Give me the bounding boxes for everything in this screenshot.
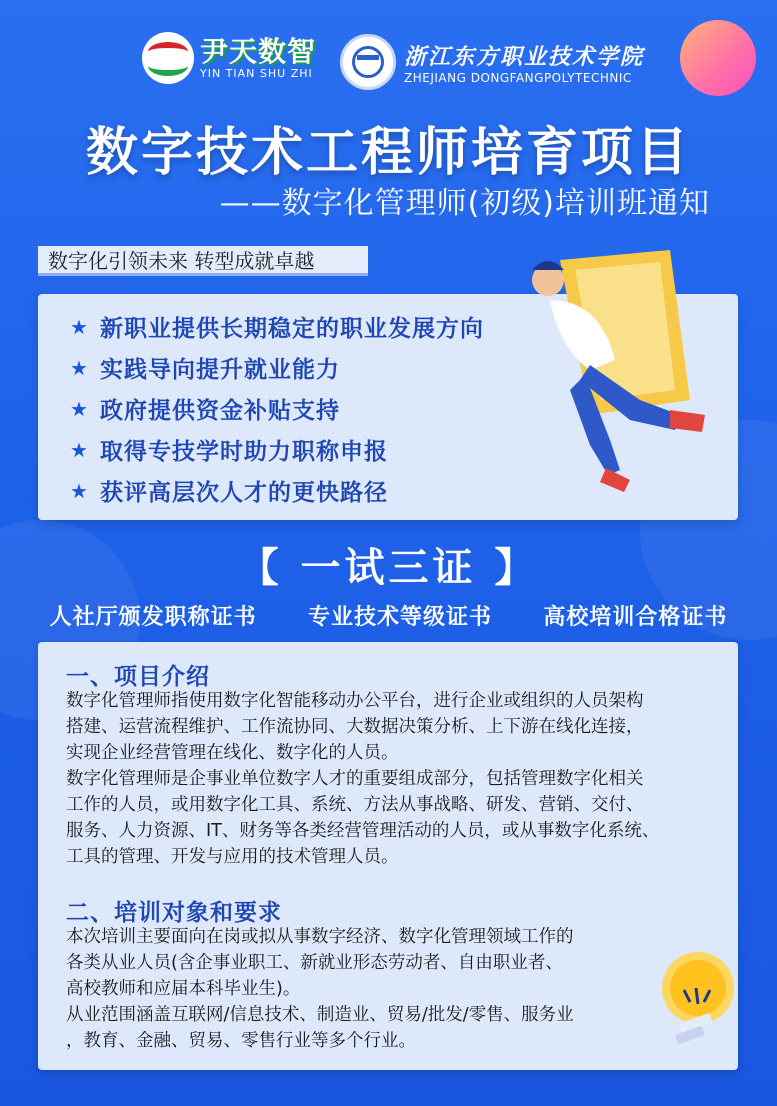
decorative-sun-circle <box>680 20 756 96</box>
text-line: 各类从业人员(含企事业职工、新就业形态劳动者、自由职业者、 <box>66 953 563 973</box>
section-intro-text <box>66 688 716 870</box>
lightbulb-icon <box>640 946 750 1056</box>
yintian-logo <box>142 32 316 84</box>
page-subtitle: ——数字化管理师(初级)培训班通知 <box>219 186 710 221</box>
text-line: 高校教师和应届本科毕业生)。 <box>66 979 301 999</box>
text-line: 实现企业经营管理在线化、数字化的人员。 <box>66 743 399 763</box>
text-line: 工作的人员，或用数字化工具、系统、方法从事战略、研发、营销、交付、 <box>66 795 644 815</box>
benefit-label: 新职业提供长期稳定的职业发展方向 <box>100 316 484 342</box>
text-line: 服务、人力资源、IT、财务等各类经营管理活动的人员，或从事数字化系统、 <box>66 821 660 841</box>
cert-label: 专业技术等级证书 <box>307 605 492 630</box>
benefit-label: 政府提供资金补贴支持 <box>100 398 340 424</box>
star-icon: ★ <box>70 355 88 380</box>
college-name-en: ZHEJIANG DONGFANGPOLYTECHNIC <box>404 70 632 85</box>
cert-training: 高校培训合格证书 <box>543 605 728 630</box>
person-with-book-illustration <box>520 240 720 500</box>
star-icon: ★ <box>70 314 88 339</box>
benefit-label: 实践导向提升就业能力 <box>100 357 340 383</box>
benefit-item <box>70 474 388 507</box>
benefit-item <box>70 310 484 343</box>
college-name-cn: 浙江东方职业技术学院 <box>404 43 645 70</box>
benefit-item <box>70 433 388 466</box>
cert-title: 人社厅颁发职称证书 <box>49 605 257 630</box>
benefit-item <box>70 392 340 425</box>
text-line: 搭建、运营流程维护、工作流协同、大数据决策分析、上下游在线化连接， <box>66 717 644 737</box>
text-line: 本次培训主要面向在岗或拟从事数字经济、数字化管理领域工作的 <box>66 927 574 947</box>
section-audience-text <box>66 924 666 1054</box>
page-title: 数字技术工程师培育项目 <box>85 123 691 183</box>
star-icon: ★ <box>70 478 88 503</box>
one-test-three-certs-heading: 【 一试三证 】 <box>238 545 539 591</box>
text-line: 数字化管理师是企事业单位数字人才的重要组成部分，包括管理数字化相关 <box>66 769 644 789</box>
details-card <box>38 642 738 1070</box>
text-line: 数字化管理师指使用数字化智能移动办公平台，进行企业或组织的人员架构 <box>66 691 644 711</box>
section-title-audience: 二、培训对象和要求 <box>66 900 282 926</box>
slogan-banner: 数字化引领未来 转型成就卓越 <box>38 246 368 276</box>
yintian-logo-en: YIN TIAN SHU ZHI <box>200 66 313 80</box>
section-title-intro: 一、项目介绍 <box>66 664 210 690</box>
yintian-logo-cn: 尹天数智 <box>200 34 317 68</box>
college-logo <box>340 34 644 90</box>
star-icon: ★ <box>70 396 88 421</box>
star-icon: ★ <box>70 437 88 462</box>
benefit-item <box>70 351 340 384</box>
text-line: 工具的管理、开发与应用的技术管理人员。 <box>66 847 399 867</box>
yintian-logo-icon <box>142 32 194 84</box>
benefit-label: 取得专技学时助力职称申报 <box>100 439 388 465</box>
certs-row <box>0 600 777 631</box>
benefit-label: 获评高层次人才的更快路径 <box>100 480 388 506</box>
college-seal-icon <box>340 34 396 90</box>
text-line: ，教育、金融、贸易、零售行业等多个行业。 <box>66 1031 416 1051</box>
text-line: 从业范围涵盖互联网/信息技术、制造业、贸易/批发/零售、服务业 <box>66 1005 574 1025</box>
